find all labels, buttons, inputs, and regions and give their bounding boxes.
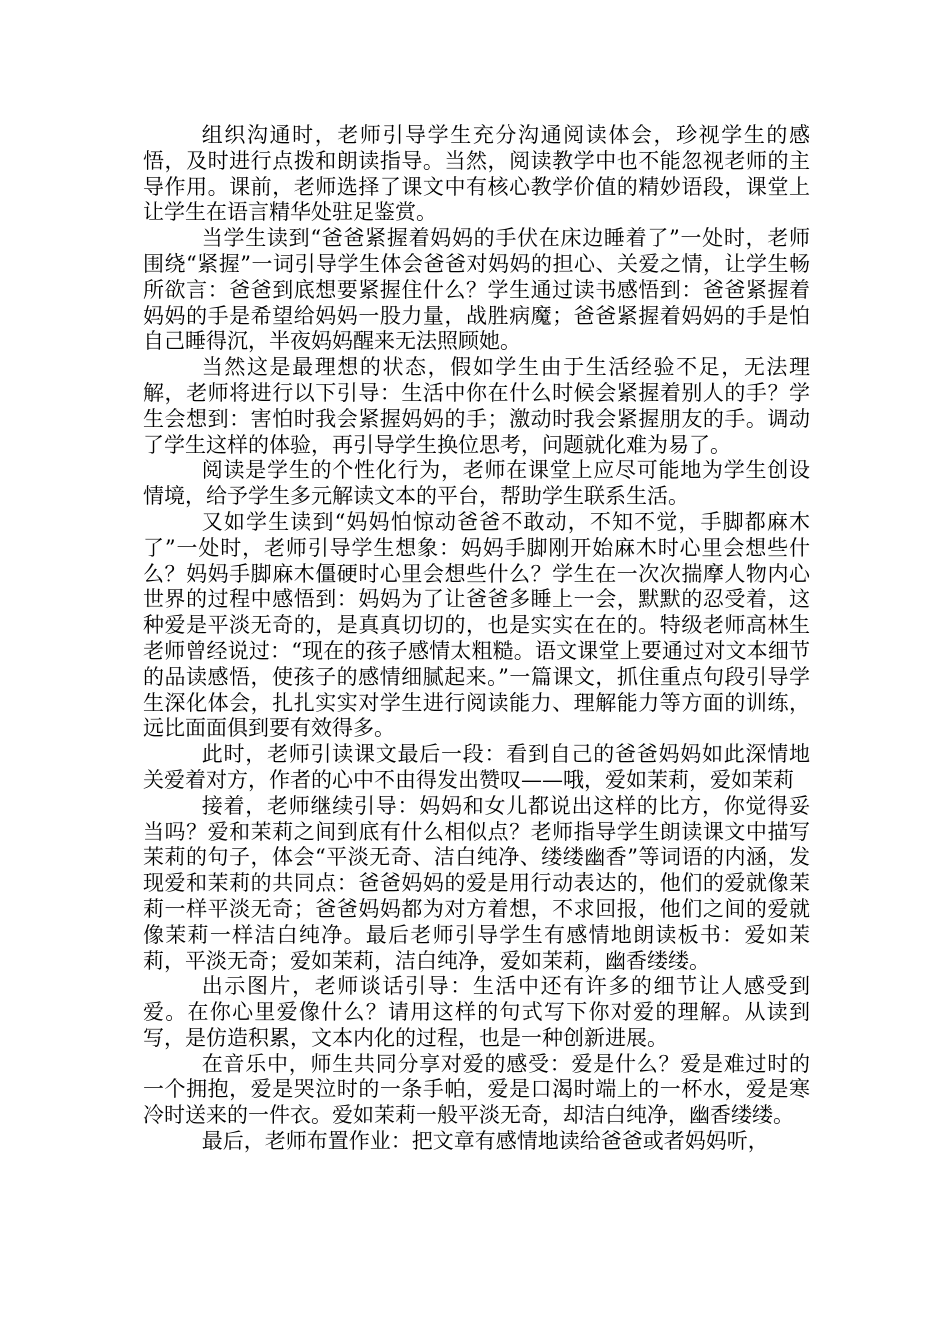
paragraph: 接着，老师继续引导：妈妈和女儿都说出这样的比方，你觉得妥当吗？爱和茉莉之间到底有什么相似点？老师指导学生朗读课文中描写茉莉的句子，体会“平淡无奇、洁白纯净、缕缕幽香”等词语的内涵，发现爱和茉莉的共同点：爸爸妈妈的爱是用行动表达的，他们的爱就像茉莉一样平淡无奇；爸爸妈妈都为对方着想，不求回报，他们之间的爱就像茉莉一样洁白纯净。最后老师引导学生有感情地朗读板书：爱如茉莉，平淡无奇；爱如茉莉，洁白纯净，爱如茉莉，幽香缕缕。 <box>143 793 810 973</box>
paragraph: 组织沟通时，老师引导学生充分沟通阅读体会，珍视学生的感悟，及时进行点拨和朗读指导。当然，阅读教学中也不能忽视老师的主导作用。课前，老师选择了课文中有核心教学价值的精妙语段，课堂上让学生在语言精华处驻足鉴赏。 <box>143 123 810 225</box>
document-body <box>143 123 810 1155</box>
paragraph: 又如学生读到“妈妈怕惊动爸爸不敢动，不知不觉，手脚都麻木了”一处时，老师引导学生想象：妈妈手脚刚开始麻木时心里会想些什么？妈妈手脚麻木僵硬时心里会想些什么？学生在一次次揣摩人物内心世界的过程中感悟到：妈妈为了让爸爸多睡上一会，默默的忍受着，这种爱是平淡无奇的，是真真切切的，也是实实在在的。特级老师高林生老师曾经说过：“现在的孩子感情太粗糙。语文课堂上要通过对文本细节的品读感悟，使孩子的感情细腻起来。”一篇课文，抓住重点句段引导学生深化体会，扎扎实实对学生进行阅读能力、理解能力等方面的训练，远比面面俱到要有效得多。 <box>143 509 810 741</box>
paragraph: 阅读是学生的个性化行为，老师在课堂上应尽可能地为学生创设情境，给予学生多元解读文本的平台，帮助学生联系生活。 <box>143 458 810 509</box>
paragraph: 最后，老师布置作业：把文章有感情地读给爸爸或者妈妈听， <box>201 1129 769 1154</box>
paragraph: 当然这是最理想的状态，假如学生由于生活经验不足，无法理解，老师将进行以下引导：生活中你在什么时候会紧握着别人的手？学生会想到：害怕时我会紧握妈妈的手；激动时我会紧握朋友的手。调动了学生这样的体验，再引导学生换位思考，问题就化难为易了。 <box>143 355 810 457</box>
paragraph: 此时，老师引读课文最后一段：看到自己的爸爸妈妈如此深情地关爱着对方，作者的心中不由得发出赞叹——哦，爱如茉莉，爱如茉莉 <box>143 742 810 792</box>
paragraph: 在音乐中，师生共同分享对爱的感受：爱是什么？爱是难过时的一个拥抱，爱是哭泣时的一条手帕，爱是口渴时端上的一杯水，爱是寒冷时送来的一件衣。爱如茉莉一般平淡无奇，却洁白纯净，幽香缕缕。 <box>143 1051 810 1128</box>
paragraph: 当学生读到“爸爸紧握着妈妈的手伏在床边睡着了”一处时，老师围绕“紧握”一词引导学生体会爸爸对妈妈的担心、关爱之情，让学生畅所欲言：爸爸到底想要紧握住什么？学生通过读书感悟到：爸爸紧握着妈妈的手是希望给妈妈一股力量，战胜病魔；爸爸紧握着妈妈的手是怕自己睡得沉，半夜妈妈醒来无法照顾她。 <box>143 226 810 354</box>
paragraph: 出示图片，老师谈话引导：生活中还有许多的细节让人感受到爱。在你心里爱像什么？请用这样的句式写下你对爱的理解。从读到写，是仿造积累，文本内化的过程，也是一种创新进展。 <box>143 974 810 1050</box>
